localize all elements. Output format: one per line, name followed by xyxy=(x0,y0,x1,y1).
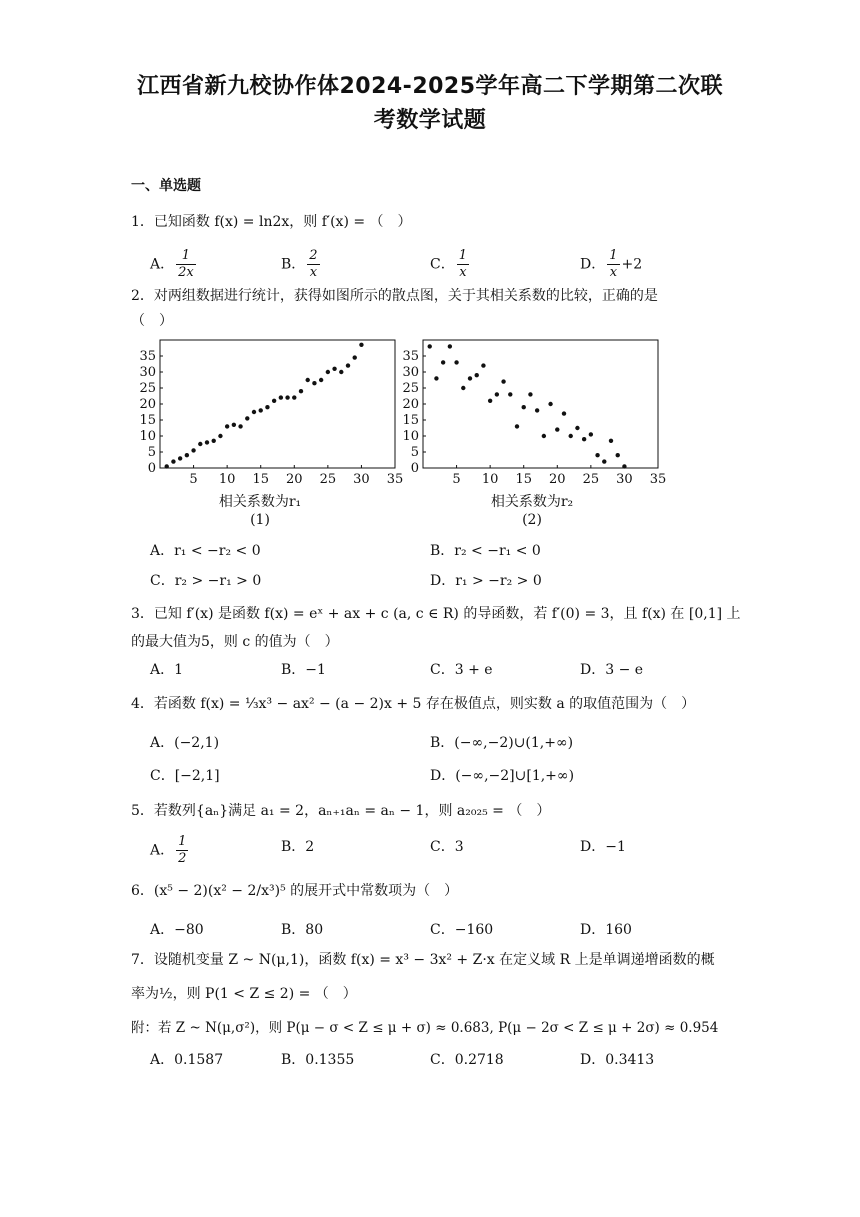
q1-a-label: A． xyxy=(150,256,175,273)
plot1-ytick-label: 30 xyxy=(139,365,156,380)
plot1-point xyxy=(232,423,236,427)
plot2-point xyxy=(622,464,626,468)
plot1-point xyxy=(339,370,343,374)
plot1-xtick-label: 20 xyxy=(286,472,303,487)
q1-b-label: B． xyxy=(281,256,306,273)
plot1-point xyxy=(353,355,357,359)
plot2-point xyxy=(582,437,586,441)
plot2-point xyxy=(488,399,492,403)
q1-option-a[interactable] xyxy=(150,248,198,281)
plot2-xtick-label: 5 xyxy=(452,472,461,487)
plot1-point xyxy=(252,410,256,414)
plot1-caption: 相关系数为r₁ xyxy=(218,494,302,510)
q5-stem: 5．若数列{aₙ}满足 a₁ = 2，aₙ₊₁aₙ = aₙ − 1，则 a₂₀₂₅ = （ ） xyxy=(131,803,551,819)
plot2-xtick-label: 25 xyxy=(582,472,600,487)
plot2-point xyxy=(609,439,613,443)
title-line-1: 江西省新九校协作体2024-2025学年高二下学期第二次联 xyxy=(136,74,724,99)
q7-stem-2: 率为½，则 P(1 < Z ≤ 2) = （ ） xyxy=(131,986,357,1002)
plot2-point xyxy=(522,405,526,409)
exam-title xyxy=(60,70,800,138)
plot1-point xyxy=(272,399,276,403)
plot2-xtick-label: 10 xyxy=(481,472,499,487)
q1-c-label: C． xyxy=(430,256,455,273)
plot2-frame xyxy=(423,340,658,468)
plot1-point xyxy=(238,424,242,428)
plot1-point xyxy=(171,459,175,463)
plot1-ytick-label: 20 xyxy=(139,397,156,412)
q5-a-frac xyxy=(176,834,188,867)
plot2-point xyxy=(542,434,546,438)
q2-stem: 2．对两组数据进行统计，获得如图所示的散点图，关于其相关系数的比较，正确的是 xyxy=(131,288,658,304)
q3-stem: 3．已知 f′(x) 是函数 f(x) = eˣ + ax + c (a, c ∈ R) 的导函数，若 f′(0) = 3，且 f(x) 在 [0,1] 上 xyxy=(131,606,741,622)
q1-d-label: D． xyxy=(580,256,606,273)
scatter-plot-2 xyxy=(393,336,667,487)
plot1-point xyxy=(265,405,269,409)
plot2-ytick-label: 35 xyxy=(402,349,419,364)
q1-a-num: 1 xyxy=(176,248,196,265)
q7-stem: 7．设随机变量 Z ~ N(μ,1)，函数 f(x) = x³ − 3x² + Z·x 在定义域 R 上是单调递增函数的概 xyxy=(131,952,715,968)
q4-option-d[interactable]: D．(−∞,−2]∪[1,+∞) xyxy=(430,768,575,784)
plot1-subcaption: (1) xyxy=(250,512,270,528)
plot2-point xyxy=(454,360,458,364)
q6-option-b[interactable]: B．80 xyxy=(281,922,324,938)
plot2-xtick-label: 30 xyxy=(616,472,633,487)
q2-option-a[interactable]: A．r₁ < −r₂ < 0 xyxy=(150,543,261,559)
plot2-point xyxy=(501,379,505,383)
q2-option-b[interactable]: B．r₂ < −r₁ < 0 xyxy=(430,543,541,559)
plot2-subcaption: (2) xyxy=(522,512,542,528)
plot1-point xyxy=(165,464,169,468)
q1-c-den: x xyxy=(459,265,467,280)
plot1-xtick-label: 5 xyxy=(189,472,198,487)
q4-stem: 4．若函数 f(x) = ⅓x³ − ax² − (a − 2)x + 5 存在极值点，则实数 a 的取值范围为（ ） xyxy=(131,696,696,712)
scatter-plot-1 xyxy=(130,336,404,487)
q1-a-den: 2x xyxy=(178,265,194,280)
q1-c-frac xyxy=(457,248,469,281)
plot2-point xyxy=(481,363,485,367)
plot1-frame xyxy=(160,340,395,468)
q2-option-d[interactable]: D．r₁ > −r₂ > 0 xyxy=(430,573,542,589)
plot2-point xyxy=(616,453,620,457)
q3-option-d[interactable]: D．3 − e xyxy=(580,662,644,678)
plot2-point xyxy=(461,386,465,390)
plot1-point xyxy=(299,389,303,393)
plot1-point xyxy=(245,416,249,420)
plot2-point xyxy=(441,360,445,364)
plot2-point xyxy=(475,373,479,377)
plot1-point xyxy=(285,395,289,399)
plot1-ytick-label: 5 xyxy=(147,445,156,460)
q2-option-c[interactable]: C．r₂ > −r₁ > 0 xyxy=(150,573,262,589)
plot2-point xyxy=(535,408,539,412)
plot1-xtick-label: 25 xyxy=(319,472,337,487)
plot1-point xyxy=(326,370,330,374)
plot1-ytick-label: 0 xyxy=(147,461,156,476)
title-line-2: 考数学试题 xyxy=(373,108,487,133)
q7-option-d[interactable]: D．0.3413 xyxy=(580,1052,655,1068)
q5-option-d[interactable]: D．−1 xyxy=(580,839,626,855)
plot2-xtick-label: 35 xyxy=(649,472,667,487)
plot1-point xyxy=(205,440,209,444)
plot1-ytick-label: 15 xyxy=(139,413,156,428)
q5-option-c[interactable]: C．3 xyxy=(430,839,464,855)
q3-option-a[interactable]: A．1 xyxy=(150,662,184,678)
plot1-point xyxy=(346,363,350,367)
plot2-ytick-label: 0 xyxy=(410,461,419,476)
plot1-point xyxy=(259,408,263,412)
plot2-ytick-label: 20 xyxy=(402,397,419,412)
q4-option-c[interactable]: C．[−2,1] xyxy=(150,768,220,784)
plot2-point xyxy=(468,376,472,380)
section-heading: 一、单选题 xyxy=(131,178,201,194)
plot1-point xyxy=(212,439,216,443)
plot1-xtick-label: 15 xyxy=(252,472,269,487)
plot1-point xyxy=(279,395,283,399)
q6-option-a[interactable]: A．−80 xyxy=(150,922,204,938)
q7-option-b[interactable]: B．0.1355 xyxy=(281,1052,355,1068)
plot1-point xyxy=(306,378,310,382)
plot1-xtick-label: 30 xyxy=(353,472,370,487)
plot2-xtick-label: 15 xyxy=(515,472,532,487)
plot1-ytick-label: 10 xyxy=(139,429,156,444)
q1-b-den: x xyxy=(309,265,318,280)
plot2-point xyxy=(495,392,499,396)
q5-option-b[interactable]: B．2 xyxy=(281,839,315,855)
plot2-xtick-label: 20 xyxy=(549,472,566,487)
plot2-point xyxy=(602,459,606,463)
q1-b-num: 2 xyxy=(309,248,318,263)
q7-option-c[interactable]: C．0.2718 xyxy=(430,1052,504,1068)
plot1-point xyxy=(292,395,296,399)
q1-option-c[interactable] xyxy=(430,248,471,281)
plot2-point xyxy=(548,402,552,406)
q7-option-a[interactable]: A．0.1587 xyxy=(150,1052,224,1068)
plot1-point xyxy=(332,367,336,371)
q3-option-b[interactable]: B．−1 xyxy=(281,662,326,678)
plot1-point xyxy=(225,424,229,428)
plot1-ytick-label: 35 xyxy=(139,349,156,364)
q1-d-frac xyxy=(607,248,619,281)
q2-stem-2: （ ） xyxy=(131,313,173,329)
plot2-point xyxy=(562,411,566,415)
plot1-point xyxy=(178,456,182,460)
plot2-point xyxy=(555,427,559,431)
q1-option-d[interactable] xyxy=(580,248,642,281)
plot2-caption: 相关系数为r₂ xyxy=(490,494,574,510)
plot1-point xyxy=(319,378,323,382)
q5-a-label: A． xyxy=(150,842,175,859)
plot1-ytick-label: 25 xyxy=(139,381,156,396)
plot2-point xyxy=(575,426,579,430)
q6-option-c[interactable]: C．−160 xyxy=(430,922,494,938)
q5-a-num: 1 xyxy=(178,834,187,849)
q1-b-frac xyxy=(307,248,319,281)
plot2-point xyxy=(428,344,432,348)
plot2-point xyxy=(508,392,512,396)
plot1-point xyxy=(218,434,222,438)
q1-d-tail: +2 xyxy=(621,256,643,273)
q1-c-num: 1 xyxy=(458,248,467,263)
q1-a-frac xyxy=(176,248,196,281)
plot2-point xyxy=(448,344,452,348)
plot2-point xyxy=(589,432,593,436)
q4-option-b[interactable]: B．(−∞,−2)∪(1,+∞) xyxy=(430,735,574,751)
plot2-point xyxy=(569,434,573,438)
plot1-point xyxy=(191,448,195,452)
plot2-point xyxy=(434,376,438,380)
plot2-ytick-label: 30 xyxy=(402,365,419,380)
q1-option-b[interactable] xyxy=(281,248,322,281)
plot2-ytick-label: 15 xyxy=(402,413,419,428)
plot1-point xyxy=(185,453,189,457)
plot1-point xyxy=(312,381,316,385)
plot2-point xyxy=(595,453,599,457)
q6-option-d[interactable]: D．160 xyxy=(580,922,632,938)
q4-option-a[interactable]: A．(−2,1) xyxy=(150,735,220,751)
q7-note: 附：若 Z ~ N(μ,σ²)，则 P(μ − σ < Z ≤ μ + σ) ≈ 0.683, P(μ − 2σ < Z ≤ μ + 2σ) ≈ 0.954 xyxy=(131,1020,719,1036)
plot1-point xyxy=(198,442,202,446)
q3-stem-2: 的最大值为5，则 c 的值为（ ） xyxy=(131,634,339,650)
q5-a-den: 2 xyxy=(178,851,187,866)
plot2-ytick-label: 10 xyxy=(402,429,419,444)
plot2-point xyxy=(515,424,519,428)
q6-stem: 6．(x⁵ − 2)(x² − 2/x³)⁵ 的展开式中常数项为（ ） xyxy=(131,883,459,899)
plot1-point xyxy=(359,343,363,347)
plot1-xtick-label: 10 xyxy=(218,472,236,487)
q1-stem: 1．已知函数 f(x) = ln2x，则 f′(x) = （ ） xyxy=(131,214,412,230)
plot2-ytick-label: 25 xyxy=(402,381,419,396)
q3-option-c[interactable]: C．3 + e xyxy=(430,662,493,678)
q1-d-num: 1 xyxy=(609,248,618,263)
plot2-point xyxy=(528,392,532,396)
q5-option-a[interactable] xyxy=(150,834,190,867)
q1-d-den: x xyxy=(609,265,618,280)
plot1-xtick-label: 35 xyxy=(386,472,404,487)
plot2-ytick-label: 5 xyxy=(410,445,419,460)
